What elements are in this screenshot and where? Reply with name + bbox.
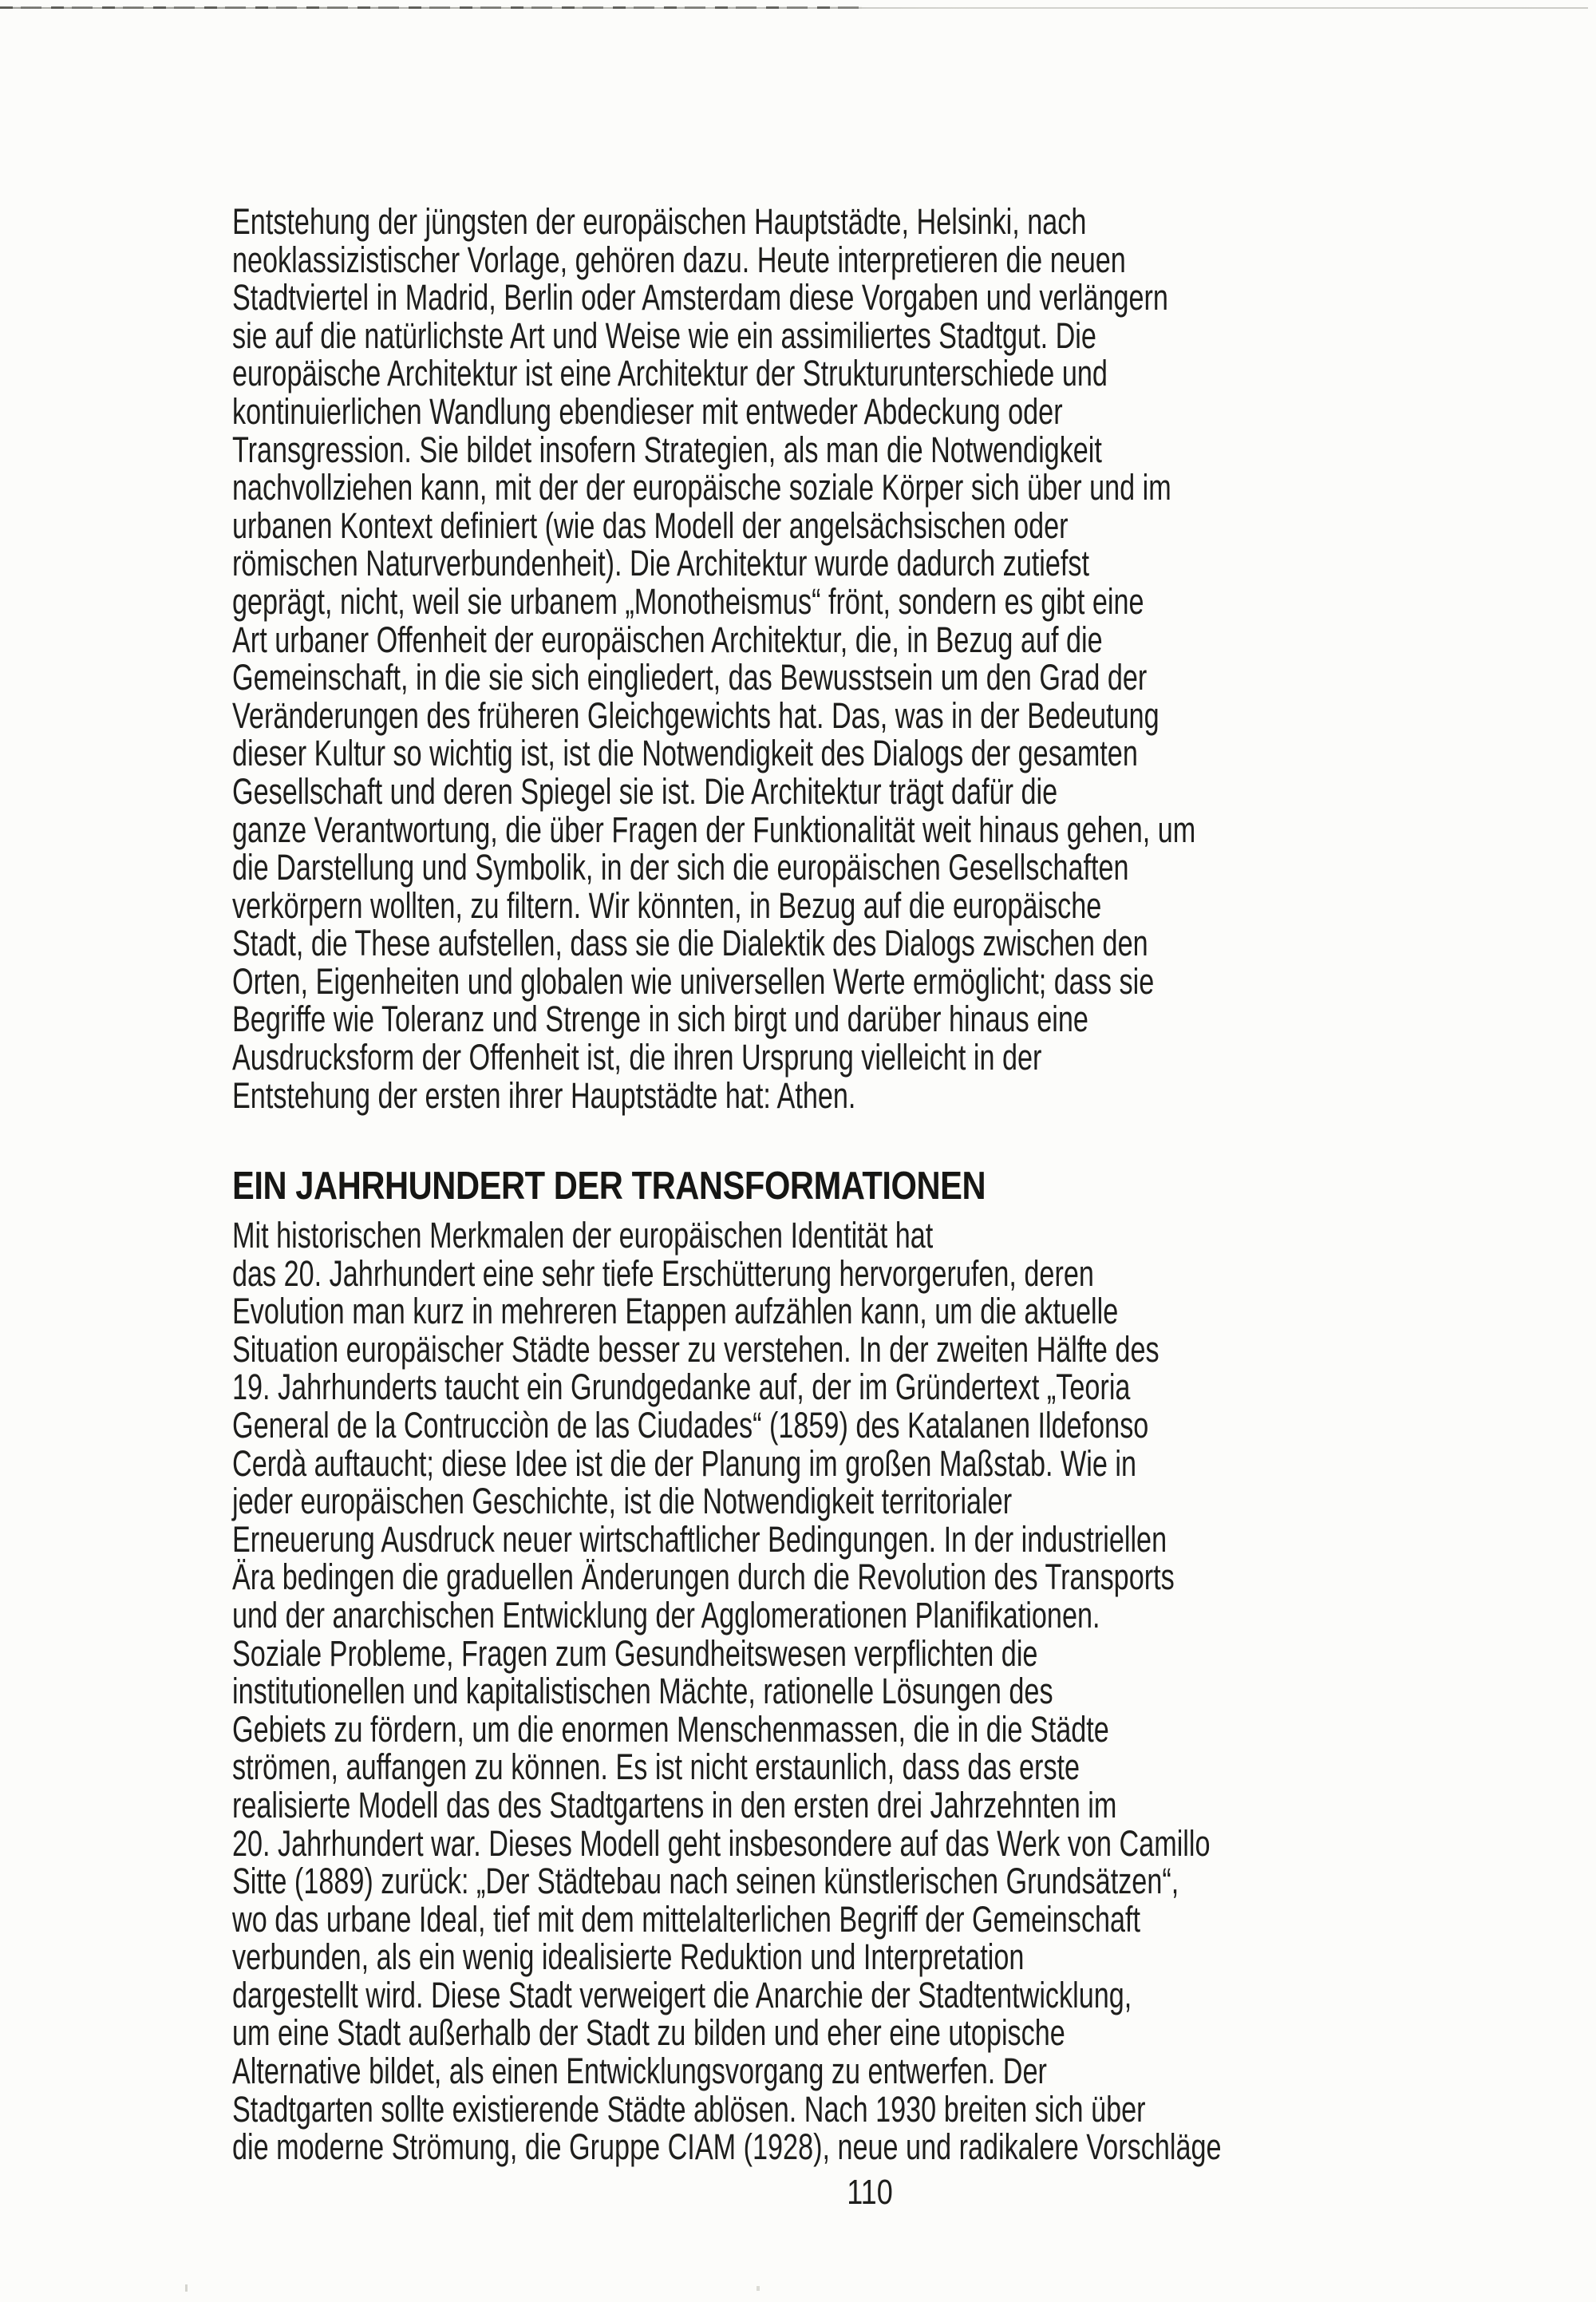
text-line: Veränderungen des früheren Gleichgewichts hat. Das, was in der Bedeutung	[232, 694, 1159, 736]
section-heading: EIN JAHRHUNDERT DER TRANSFORMATIONEN	[232, 1165, 986, 1208]
text-line: die Darstellung und Symbolik, in der sich die europäischen Gesellschaften	[232, 847, 1129, 888]
text-line: neoklassizistischer Vorlage, gehören dazu. Heute interpretieren die neuen	[232, 239, 1126, 280]
text-line: verbunden, als ein wenig idealisierte Reduktion und Interpretation	[232, 1936, 1025, 1978]
text-line: Stadt, die These aufstellen, dass sie die Dialektik des Dialogs zwischen den	[232, 923, 1148, 964]
text-line: Evolution man kurz in mehreren Etappen aufzählen kann, um die aktuelle	[232, 1291, 1119, 1332]
page-number: 110	[847, 2173, 893, 2212]
text-line: urbanen Kontext definiert (wie das Modell der angelsächsischen oder	[232, 504, 1069, 546]
text-line: kontinuierlichen Wandlung ebendieser mit entweder Abdeckung oder	[232, 390, 1063, 432]
text-line: die moderne Strömung, die Gruppe CIAM (1928), neue und radikalere Vorschläge	[232, 2126, 1222, 2168]
text-line: realisierte Modell das des Stadtgartens in den ersten drei Jahrzehnten im	[232, 1784, 1117, 1825]
text-line: verkörpern wollten, zu filtern. Wir könnten, in Bezug auf die europäische	[232, 884, 1102, 926]
text-line: das 20. Jahrhundert eine sehr tiefe Erschütterung hervorgerufen, deren	[232, 1252, 1094, 1294]
text-line: wo das urbane Ideal, tief mit dem mittelalterlichen Begriff der Gemeinschaft	[232, 1898, 1141, 1940]
text-line: Situation europäischer Städte besser zu verstehen. In der zweiten Hälfte des	[232, 1328, 1159, 1370]
text-line: römischen Naturverbundenheit). Die Architektur wurde dadurch zutiefst	[232, 543, 1090, 584]
text-line: ganze Verantwortung, die über Fragen der Funktionalität weit hinaus gehen, um	[232, 809, 1196, 850]
text-line: jeder europäischen Geschichte, ist die Notwendigkeit territorialer	[232, 1481, 1013, 1522]
text-line: Gesellschaft und deren Spiegel sie ist. Die Architektur trägt dafür die	[232, 770, 1058, 812]
text-line: 19. Jahrhunderts taucht ein Grundgedanke auf, der im Gründertext „Teoria	[232, 1367, 1131, 1408]
text-line: um eine Stadt außerhalb der Stadt zu bilden und eher eine utopische	[232, 2012, 1065, 2054]
text-line: Entstehung der ersten ihrer Hauptstädte hat: Athen.	[232, 1074, 856, 1116]
text-line: Transgression. Sie bildet insofern Strategien, als man die Notwendigkeit	[232, 429, 1102, 470]
text-line: dargestellt wird. Diese Stadt verweigert die Anarchie der Stadtentwicklung,	[232, 1974, 1132, 2015]
text-line: Soziale Probleme, Fragen zum Gesundheitswesen verpflichten die	[232, 1632, 1038, 1674]
text-line: Stadtgarten sollte existierende Städte ablösen. Nach 1930 breiten sich über	[232, 2088, 1146, 2130]
text-line: strömen, auffangen zu können. Es ist nicht erstaunlich, dass das erste	[232, 1746, 1080, 1788]
text-line: 20. Jahrhundert war. Dieses Modell geht insbesondere auf das Werk von Camillo	[232, 1822, 1211, 1864]
text-line: Orten, Eigenheiten und globalen wie universellen Werte ermöglicht; dass sie	[232, 960, 1155, 1002]
text-line: Sitte (1889) zurück: „Der Städtebau nach seinen künstlerischen Grundsätzen“,	[232, 1861, 1179, 1902]
text-line: geprägt, nicht, weil sie urbanem „Monotheismus“ frönt, sondern es gibt eine	[232, 580, 1144, 622]
text-line: Art urbaner Offenheit der europäischen Architektur, die, in Bezug auf die	[232, 619, 1103, 660]
text-line: Alternative bildet, als einen Entwicklungsvorgang zu entwerfen. Der	[232, 2051, 1047, 2092]
text-line: Ära bedingen die graduellen Änderungen durch die Revolution des Transports	[232, 1556, 1175, 1598]
scan-top-edge-dashes	[0, 6, 862, 9]
text-line: Ausdrucksform der Offenheit ist, die ihren Ursprung vielleicht in der	[232, 1037, 1042, 1078]
text-line: Gemeinschaft, in die sie sich eingliedert, das Bewusstsein um den Grad der	[232, 657, 1148, 698]
text-line: und der anarchischen Entwicklung der Agglomerationen Planifikationen.	[232, 1594, 1100, 1636]
text-line: Stadtviertel in Madrid, Berlin oder Amsterdam diese Vorgaben und verlängern	[232, 277, 1168, 318]
text-line: Entstehung der jüngsten der europäischen Hauptstädte, Helsinki, nach	[232, 201, 1087, 242]
text-line: nachvollziehen kann, mit der der europäische soziale Körper sich über und im	[232, 467, 1171, 508]
text-line: Erneuerung Ausdruck neuer wirtschaftlicher Bedingungen. In der industriellen	[232, 1518, 1167, 1560]
scan-artifact-speck	[185, 2284, 188, 2292]
text-line: sie auf die natürlichste Art und Weise wie ein assimiliertes Stadtgut. Die	[232, 314, 1096, 356]
paragraph-2	[232, 1216, 1227, 2166]
text-line: Cerdà auftaucht; diese Idee ist die der Planung im großen Maßstab. Wie in	[232, 1442, 1136, 1484]
scan-artifact-speck	[757, 2286, 760, 2291]
text-line: institutionellen und kapitalistischen Mächte, rationelle Lösungen des	[232, 1671, 1053, 1712]
text-line: europäische Architektur ist eine Architektur der Strukturunterschiede und	[232, 353, 1108, 394]
text-line: Gebiets zu fördern, um die enormen Menschenmassen, die in die Städte	[232, 1708, 1109, 1750]
text-line: General de la Contrucciòn de las Ciudades“ (1859) des Katalanen Ildefonso	[232, 1404, 1149, 1446]
text-line: dieser Kultur so wichtig ist, ist die Notwendigkeit des Dialogs der gesamten	[232, 733, 1138, 774]
text-line: Mit historischen Merkmalen der europäischen Identität hat	[232, 1215, 934, 1256]
paragraph-1	[232, 203, 1227, 1114]
text-line: Begriffe wie Toleranz und Strenge in sich birgt und darüber hinaus eine	[232, 999, 1088, 1040]
